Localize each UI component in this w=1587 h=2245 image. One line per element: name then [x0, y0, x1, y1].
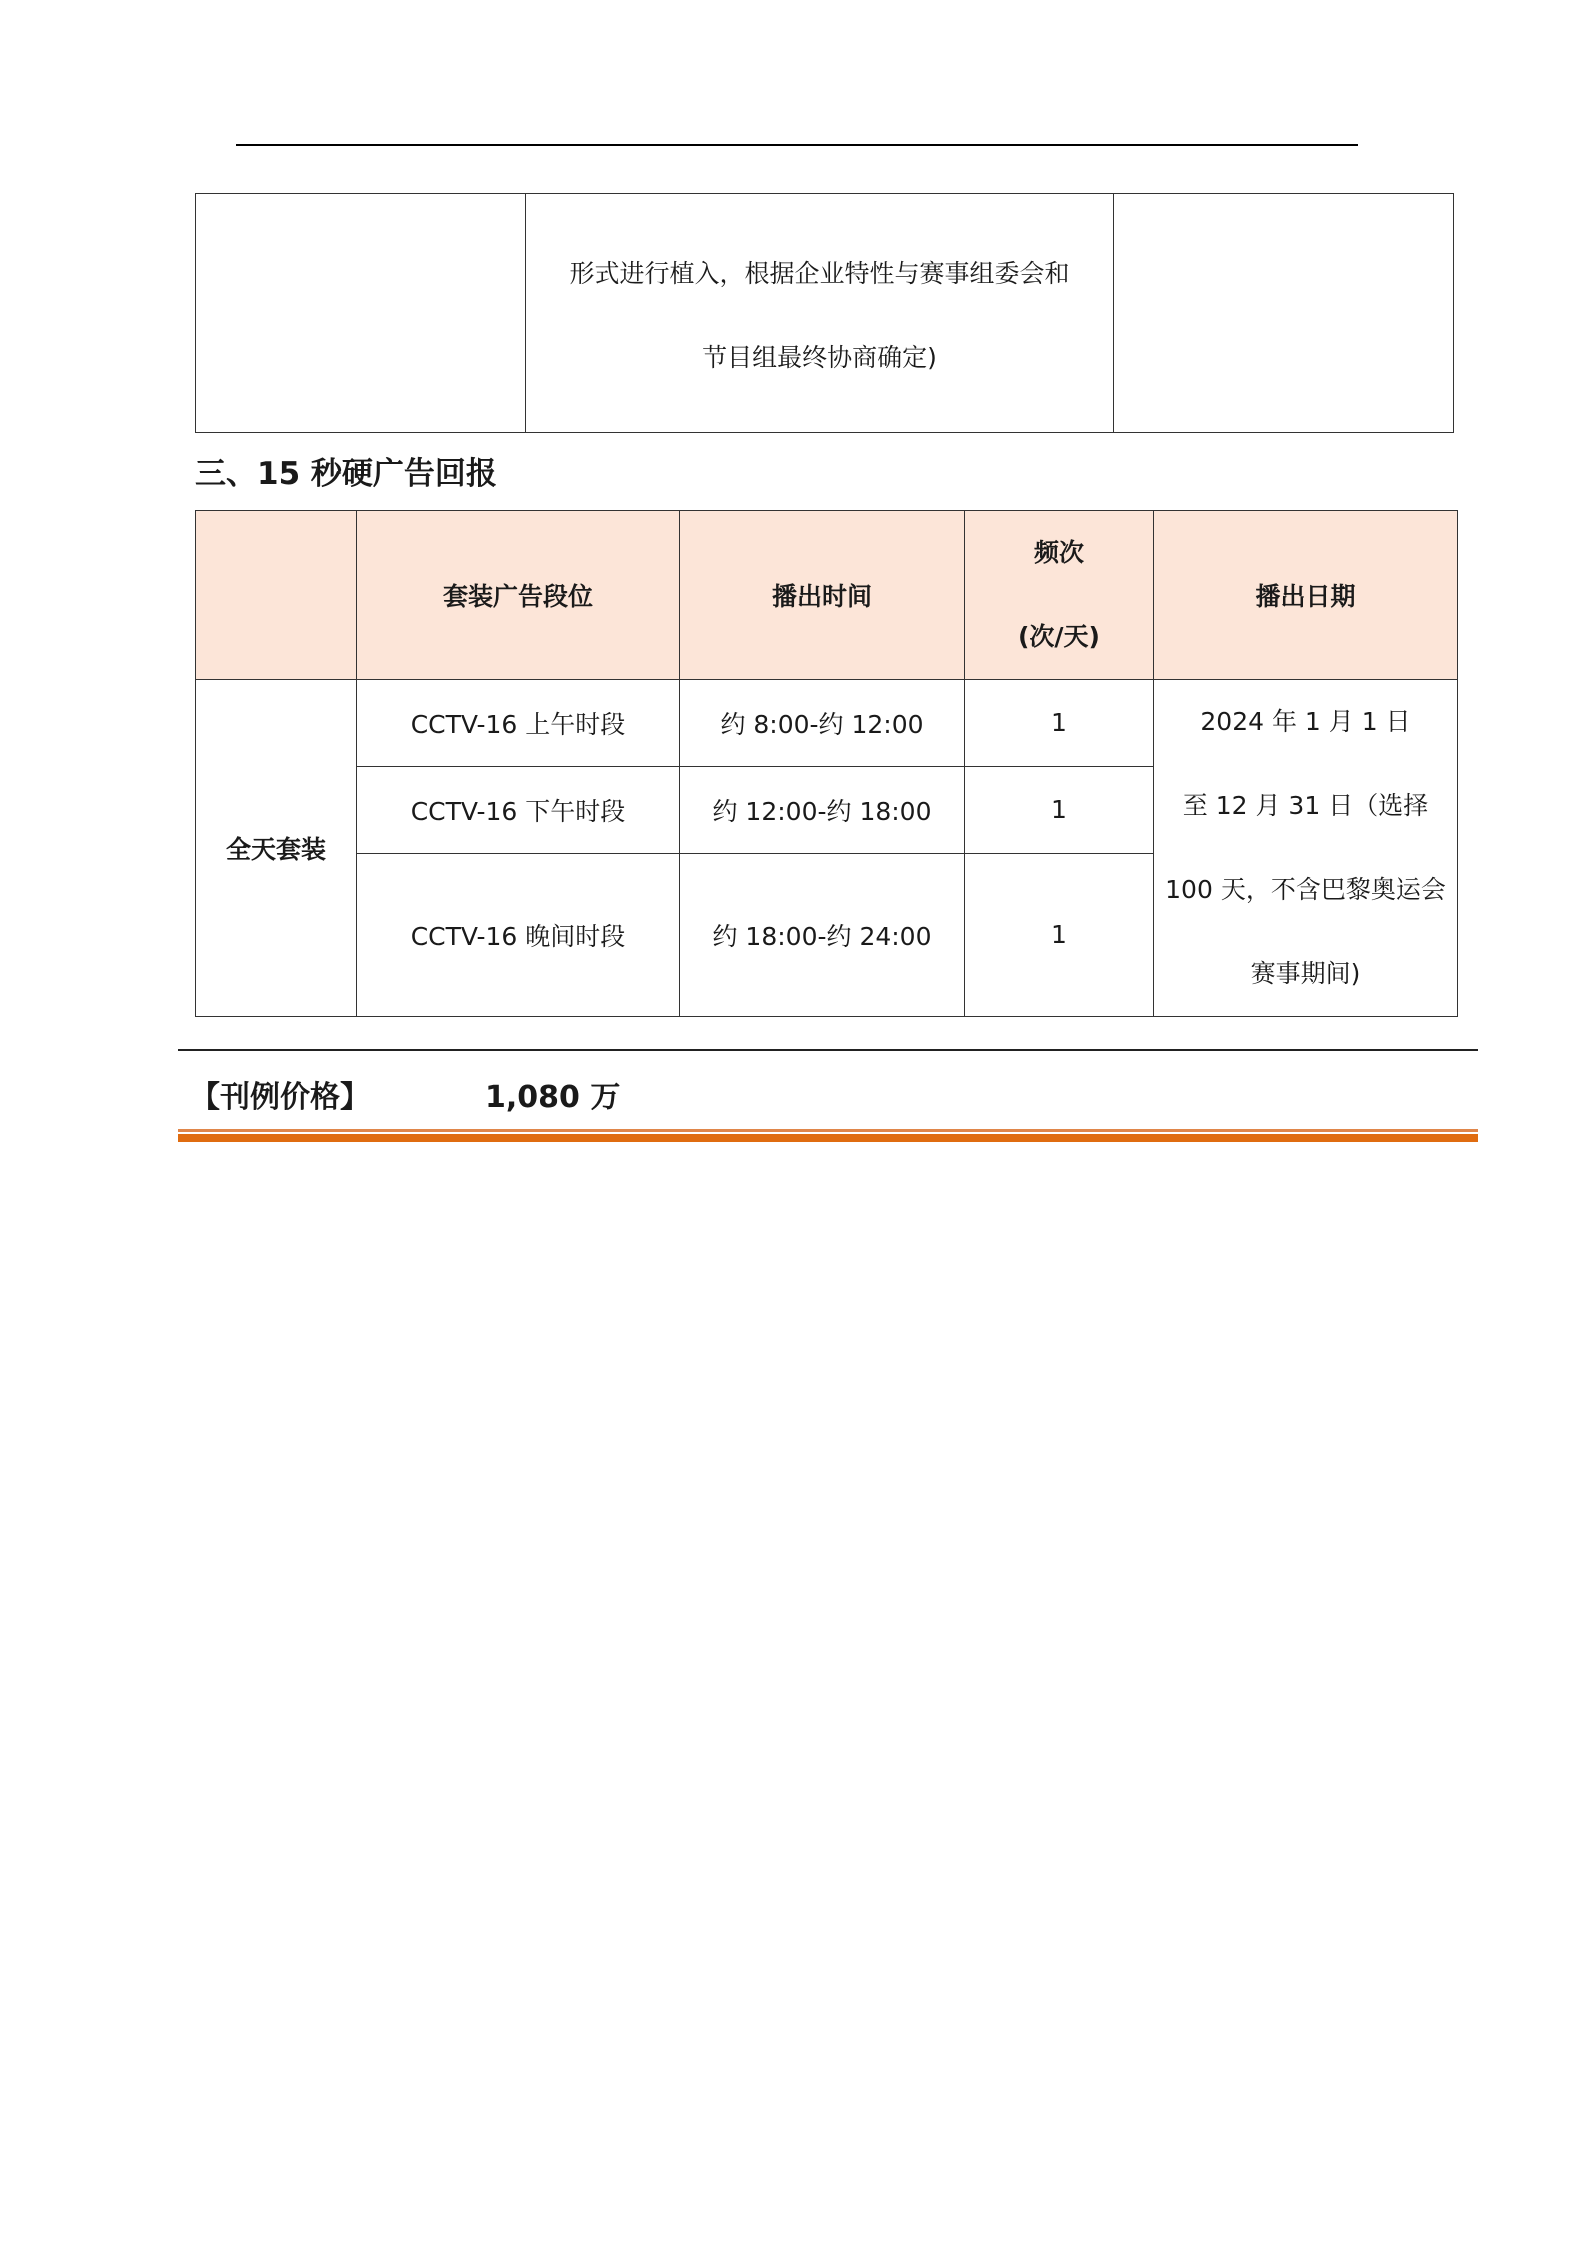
- package-name-cell: 全天套装: [196, 680, 357, 1017]
- section-title: 三、15 秒硬广告回报: [195, 456, 497, 492]
- slot-cell: CCTV-16 上午时段: [357, 680, 680, 767]
- date-line: 100 天，不含巴黎奥运会: [1165, 875, 1446, 904]
- table-cell-description: [526, 194, 1114, 433]
- table-cell: [1114, 194, 1454, 433]
- table-header-row: [196, 511, 1458, 680]
- header-cell-time: 播出时间: [680, 511, 965, 680]
- page-header-rule: [236, 144, 1358, 146]
- table-row: [196, 194, 1454, 433]
- broadcast-date-cell: [1154, 680, 1458, 1017]
- header-cell-empty: [196, 511, 357, 680]
- continuation-table: [195, 193, 1454, 433]
- date-line: 至 12 月 31 日（选择: [1182, 791, 1429, 820]
- description-line: 形式进行植入，根据企业特性与赛事组委会和: [569, 259, 1070, 288]
- date-line: 赛事期间): [1250, 959, 1361, 988]
- frequency-cell: 1: [965, 766, 1154, 853]
- header-line: 频次: [1033, 538, 1084, 567]
- frequency-cell: 1: [965, 853, 1154, 1016]
- table-cell: [196, 194, 526, 433]
- header-line: (次/天): [1018, 622, 1100, 651]
- header-cell-slot: 套装广告段位: [357, 511, 680, 680]
- orange-divider-thick: [178, 1134, 1478, 1142]
- description-line: 节目组最终协商确定): [702, 343, 937, 372]
- time-cell: 约 18:00-约 24:00: [680, 853, 965, 1016]
- header-cell-frequency: [965, 511, 1154, 680]
- time-cell: 约 8:00-约 12:00: [680, 680, 965, 767]
- frequency-cell: 1: [965, 680, 1154, 767]
- time-cell: 约 12:00-约 18:00: [680, 766, 965, 853]
- price-row: [190, 1072, 620, 1116]
- price-label: 【刊例价格】: [190, 1080, 370, 1115]
- orange-divider-thin: [178, 1129, 1478, 1132]
- table-row: [196, 680, 1458, 767]
- slot-cell: CCTV-16 下午时段: [357, 766, 680, 853]
- date-line: 2024 年 1 月 1 日: [1200, 707, 1411, 736]
- slot-cell: CCTV-16 晚间时段: [357, 853, 680, 1016]
- ad-package-table: [195, 510, 1458, 1017]
- header-cell-date: 播出日期: [1154, 511, 1458, 680]
- price-value: 1,080 万: [485, 1080, 621, 1115]
- price-top-rule: [178, 1049, 1478, 1051]
